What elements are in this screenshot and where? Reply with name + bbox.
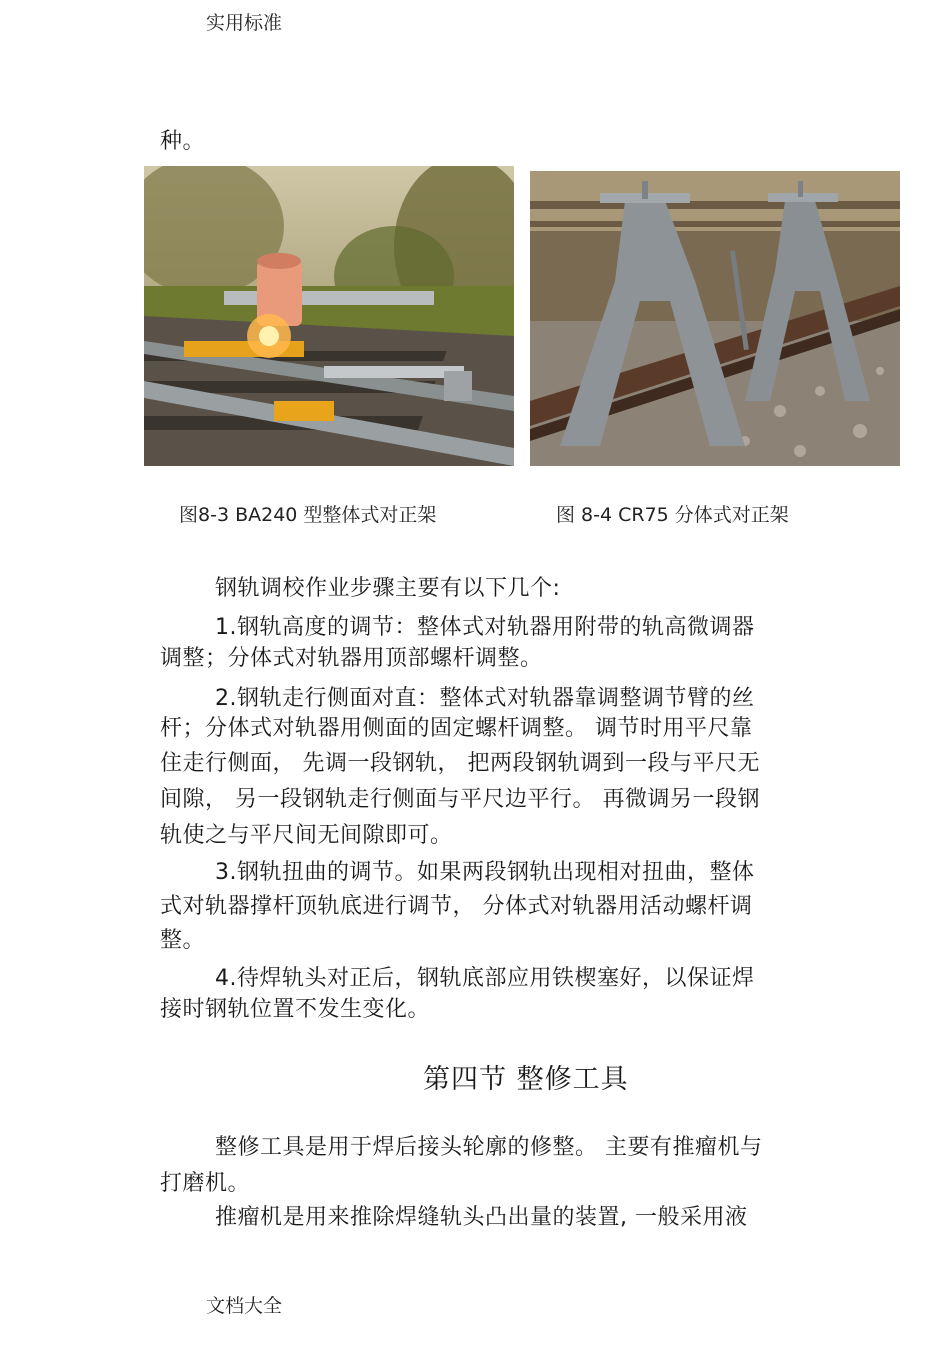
intro-fragment: 种。 [160,129,206,154]
section-p2-line1: 推瘤机是用来推除焊缝轨头凸出量的装置, 一般采用液 [215,1205,748,1230]
figure-8-3-photo [144,166,514,466]
steps-intro: 钢轨调校作业步骤主要有以下几个: [215,576,561,601]
step2-line5: 轨使之与平尺间无间隙即可。 [160,823,453,848]
step2-line3: 住走行侧面， 先调一段钢轨， 把两段钢轨调到一段与平尺无 [160,751,760,776]
step3-line2: 式对轨器撑杆顶轨底进行调节， 分体式对轨器用活动螺杆调 [160,894,753,919]
step1-line2: 调整；分体式对轨器用顶部螺杆调整。 [160,646,543,671]
figure-8-4-photo [530,171,900,466]
section-p1-line1: 整修工具是用于焊后接头轮廓的修整。 主要有推瘤机与 [215,1135,763,1160]
section-title: 第四节 整修工具 [423,1064,629,1095]
step2-line4: 间隙， 另一段钢轨走行侧面与平尺边平行。 再微调另一段钢 [160,787,760,812]
figure-8-3-caption: 图8-3 BA240 型整体式对正架 [179,504,437,526]
step2-line1: 2.钢轨走行侧面对直：整体式对轨器靠调整调节臂的丝 [215,686,755,711]
step3-line3: 整。 [160,928,206,953]
section-p1-line2: 打磨机。 [160,1171,251,1196]
step1-line1: 1.钢轨高度的调节：整体式对轨器用附带的轨高微调器 [215,615,755,640]
page-footer: 文档大全 [206,1295,283,1317]
step4-line1: 4.待焊轨头对正后，钢轨底部应用铁楔塞好，以保证焊 [215,966,755,991]
step2-line2: 杆；分体式对轨器用侧面的固定螺杆调整。 调节时用平尺靠 [160,716,753,741]
figure-8-4-caption: 图 8-4 CR75 分体式对正架 [556,504,789,526]
page-header: 实用标准 [206,12,283,34]
step3-line1: 3.钢轨扭曲的调节。如果两段钢轨出现相对扭曲，整体 [215,860,755,885]
step4-line2: 接时钢轨位置不发生变化。 [160,997,431,1022]
